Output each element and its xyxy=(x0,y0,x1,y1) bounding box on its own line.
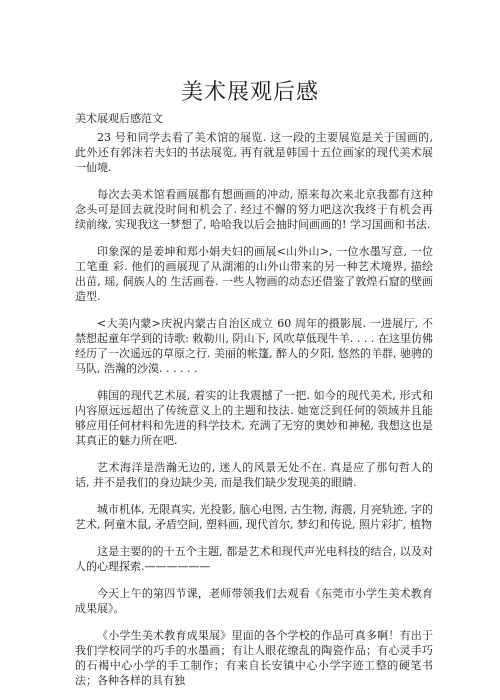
paragraph: <大美内蒙>庆祝内蒙古自治区成立 60 周年的摄影展. 一进展厅, 不禁想起童年学到的诗歌: 敕勒川, 阴山下, 风吹草低现牛羊. . . . 在这里仿佛经历了一次遥远的草原之行. 美丽的帐篷, 醉人的夕阳, 悠然的羊群, 驰骋的马队, 浩瀚的沙漠. . . . . . xyxy=(75,317,433,375)
paragraph: 《小学生美术教育成果展》里面的各个学校的作品可真多啊！有出于我们学校同学的巧手的水墨画；有让人眼花缭乱的陶瓷作品；有心灵手巧的石褐中心小学的手工制作；有来自长安镇中心小学字迹工整的硬笔书法；各种各样的具有独 xyxy=(75,629,433,687)
paragraph: 这是主要的的十五个主题, 都是艺术和现代声光电科技的结合, 以及对人的心理探索.—————— xyxy=(75,545,433,573)
paragraph: 印象深的是姜坤和郑小娟夫妇的画展<山外山>, 一位水墨写意, 一位工笔重 彩. 他们的画展现了从湖湘的山外山带来的另一种艺术境界, 描绘出苗, 瑶, 侗族人的 生活画卷. 一些人物画的动态还借鉴了敦煌石窟的壁画造型. xyxy=(75,245,433,303)
document-subtitle: 美术展观后感范文 xyxy=(75,112,163,125)
paragraph: 今天上午的第四节课，老师带领我们去观看《东莞市小学生美术教育成果展》。 xyxy=(75,587,433,615)
document-title: 美术展观后感 xyxy=(180,79,319,105)
paragraph: 23 号和同学去看了美术馆的展览. 这一段的主要展览是关于国画的, 此外还有郭沫若夫妇的书法展览, 再有就是韩国十五位画家的现代美术展一仙境. xyxy=(75,131,433,174)
paragraph: 韩国的现代艺术展, 着实的让我震撼了一把. 如今的现代美术, 形式和内容原远远超出了传统意义上的主题和技法. 她宽泛到任何的领域并且能够应用任何材料和先进的科学技术, 充满了无穷的奥妙和神秘, 我想这也是其真正的魅力所在吧. xyxy=(75,389,433,447)
paragraph: 城市机体, 无限真实, 光投影, 脑心电图, 古生物, 海震, 月亮轨迹, 字的艺术, 阿童木鼠, 矛盾空间, 塑料画, 现代首尔, 梦幻和传说, 照片彩扩, 植物 xyxy=(75,503,433,531)
paragraph: 每次去美术馆看画展都有想画画的冲动, 原来每次来北京我都有这种念头可是回去就没时间和机会了. 经过不懈的努力吧这次我终于有机会再续前缘, 实现我这一梦想了, 哈哈我以后会抽时间画画的! 学习国画和书法. xyxy=(75,188,433,231)
document-body xyxy=(75,130,433,700)
paragraph: 艺术海洋是浩瀚无边的, 迷人的风景无处不在. 真是应了那句哲人的话, 并不是我们的身边缺少美, 而是我们缺少发现美的眼睛. xyxy=(75,461,433,489)
